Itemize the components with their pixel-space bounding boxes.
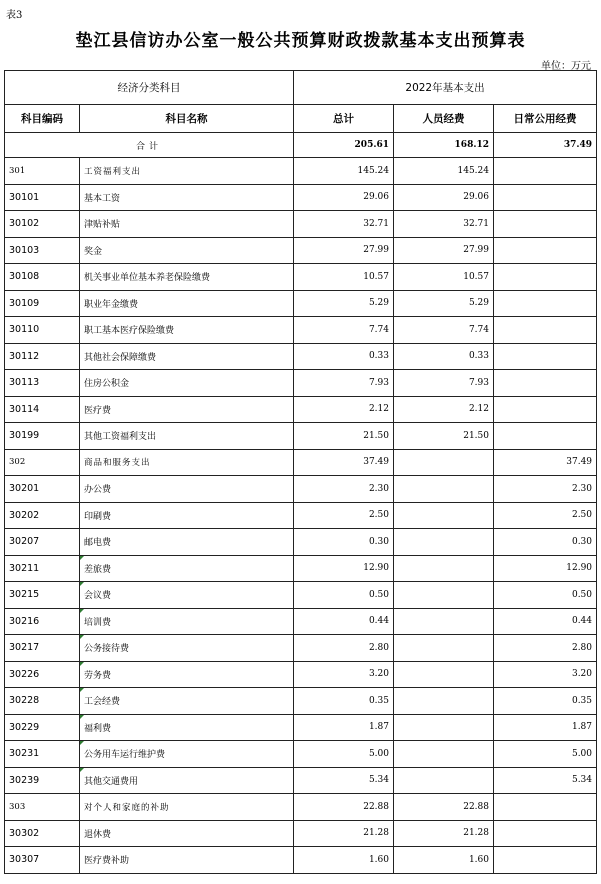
cell-total: 27.99 — [294, 237, 394, 264]
table-row — [5, 423, 597, 450]
cell-code: 30302 — [5, 820, 80, 847]
cell-public — [494, 820, 597, 847]
cell-total: 21.28 — [294, 820, 394, 847]
cell-total: 5.00 — [294, 741, 394, 768]
cell-code: 302 — [5, 449, 80, 476]
cell-total: 0.35 — [294, 688, 394, 715]
table-row — [5, 211, 597, 238]
cell-public — [494, 211, 597, 238]
table-label: 表3 — [6, 10, 23, 21]
cell-public: 0.35 — [494, 688, 597, 715]
cell-code: 30226 — [5, 661, 80, 688]
cell-public: 2.30 — [494, 476, 597, 503]
cell-public — [494, 794, 597, 821]
cell-personnel — [394, 582, 494, 609]
cell-name: 公务接待费 — [80, 635, 294, 662]
cell-code: 30112 — [5, 343, 80, 370]
table-row — [5, 635, 597, 662]
cell-total: 5.34 — [294, 767, 394, 794]
cell-personnel — [394, 741, 494, 768]
cell-code: 30109 — [5, 290, 80, 317]
cell-name: 工会经费 — [80, 688, 294, 715]
table-row — [5, 794, 597, 821]
table-row — [5, 767, 597, 794]
cell-name: 住房公积金 — [80, 370, 294, 397]
cell-total: 2.30 — [294, 476, 394, 503]
table-row — [5, 608, 597, 635]
table-row — [5, 820, 597, 847]
cell-name: 退休费 — [80, 820, 294, 847]
cell-public: 3.20 — [494, 661, 597, 688]
cell-total: 145.24 — [294, 158, 394, 185]
cell-public: 5.34 — [494, 767, 597, 794]
cell-name: 对个人和家庭的补助 — [80, 794, 294, 821]
cell-total: 32.71 — [294, 211, 394, 238]
table-row — [5, 502, 597, 529]
header-total: 总计 — [294, 105, 394, 133]
cell-code: 30239 — [5, 767, 80, 794]
cell-name: 邮电费 — [80, 529, 294, 556]
cell-total: 10.57 — [294, 264, 394, 291]
cell-name: 其他社会保障缴费 — [80, 343, 294, 370]
cell-code: 303 — [5, 794, 80, 821]
cell-personnel — [394, 529, 494, 556]
cell-name: 基本工资 — [80, 184, 294, 211]
cell-public — [494, 343, 597, 370]
cell-total: 3.20 — [294, 661, 394, 688]
cell-public: 0.50 — [494, 582, 597, 609]
cell-total: 7.74 — [294, 317, 394, 344]
cell-name: 劳务费 — [80, 661, 294, 688]
total-sum: 205.61 — [294, 133, 394, 158]
cell-code: 30103 — [5, 237, 80, 264]
cell-total: 21.50 — [294, 423, 394, 450]
page-title: 垫江县信访办公室一般公共预算财政拨款基本支出预算表 — [75, 31, 526, 51]
cell-personnel — [394, 608, 494, 635]
cell-name: 工资福利支出 — [80, 158, 294, 185]
cell-personnel: 7.74 — [394, 317, 494, 344]
cell-name: 印刷费 — [80, 502, 294, 529]
cell-public — [494, 317, 597, 344]
header-basic-expenditure: 2022年基本支出 — [294, 71, 597, 105]
cell-total: 0.50 — [294, 582, 394, 609]
cell-name: 职业年金缴费 — [80, 290, 294, 317]
cell-code: 30207 — [5, 529, 80, 556]
cell-personnel: 7.93 — [394, 370, 494, 397]
cell-public — [494, 423, 597, 450]
cell-personnel: 5.29 — [394, 290, 494, 317]
table-row — [5, 237, 597, 264]
cell-total: 2.80 — [294, 635, 394, 662]
header-public: 日常公用经费 — [494, 105, 597, 133]
table-row — [5, 476, 597, 503]
cell-public: 0.44 — [494, 608, 597, 635]
total-public: 37.49 — [494, 133, 597, 158]
cell-public: 2.80 — [494, 635, 597, 662]
total-label: 合计 — [5, 133, 294, 158]
cell-name: 培训费 — [80, 608, 294, 635]
cell-name: 办公费 — [80, 476, 294, 503]
table-row — [5, 184, 597, 211]
table-row — [5, 370, 597, 397]
total-row — [5, 133, 597, 158]
cell-code: 30101 — [5, 184, 80, 211]
cell-code: 30110 — [5, 317, 80, 344]
cell-public: 12.90 — [494, 555, 597, 582]
cell-code: 30114 — [5, 396, 80, 423]
cell-code: 30202 — [5, 502, 80, 529]
cell-personnel: 21.28 — [394, 820, 494, 847]
cell-personnel: 22.88 — [394, 794, 494, 821]
cell-public — [494, 264, 597, 291]
table-row — [5, 714, 597, 741]
table-row — [5, 317, 597, 344]
cell-code: 30201 — [5, 476, 80, 503]
cell-public — [494, 396, 597, 423]
cell-name: 医疗费补助 — [80, 847, 294, 874]
cell-total: 1.60 — [294, 847, 394, 874]
cell-total: 2.50 — [294, 502, 394, 529]
cell-public: 37.49 — [494, 449, 597, 476]
table-row — [5, 741, 597, 768]
cell-public — [494, 290, 597, 317]
cell-personnel: 27.99 — [394, 237, 494, 264]
cell-personnel — [394, 476, 494, 503]
total-personnel: 168.12 — [394, 133, 494, 158]
table-row — [5, 688, 597, 715]
budget-table — [4, 70, 597, 874]
cell-personnel: 2.12 — [394, 396, 494, 423]
cell-personnel: 32.71 — [394, 211, 494, 238]
table-row — [5, 264, 597, 291]
unit-label: 单位：万元 — [541, 61, 591, 72]
cell-code: 30215 — [5, 582, 80, 609]
cell-personnel — [394, 767, 494, 794]
cell-total: 5.29 — [294, 290, 394, 317]
cell-total: 37.49 — [294, 449, 394, 476]
cell-personnel — [394, 449, 494, 476]
cell-name: 会议费 — [80, 582, 294, 609]
cell-public — [494, 370, 597, 397]
cell-code: 30211 — [5, 555, 80, 582]
cell-name: 差旅费 — [80, 555, 294, 582]
header-code: 科目编码 — [5, 105, 80, 133]
table-row — [5, 158, 597, 185]
cell-name: 公务用车运行维护费 — [80, 741, 294, 768]
table-row — [5, 555, 597, 582]
cell-personnel: 21.50 — [394, 423, 494, 450]
table-row — [5, 847, 597, 874]
cell-total: 0.30 — [294, 529, 394, 556]
cell-name: 职工基本医疗保险缴费 — [80, 317, 294, 344]
cell-public — [494, 184, 597, 211]
cell-name: 商品和服务支出 — [80, 449, 294, 476]
cell-code: 30102 — [5, 211, 80, 238]
cell-code: 30108 — [5, 264, 80, 291]
cell-public — [494, 847, 597, 874]
cell-name: 其他交通费用 — [80, 767, 294, 794]
cell-personnel — [394, 555, 494, 582]
cell-public: 1.87 — [494, 714, 597, 741]
cell-code: 30113 — [5, 370, 80, 397]
cell-name: 奖金 — [80, 237, 294, 264]
cell-total: 0.33 — [294, 343, 394, 370]
table-row — [5, 529, 597, 556]
cell-personnel — [394, 635, 494, 662]
cell-code: 30229 — [5, 714, 80, 741]
cell-total: 2.12 — [294, 396, 394, 423]
cell-total: 7.93 — [294, 370, 394, 397]
cell-personnel — [394, 714, 494, 741]
cell-code: 30199 — [5, 423, 80, 450]
table-row — [5, 396, 597, 423]
cell-personnel: 29.06 — [394, 184, 494, 211]
cell-total: 12.90 — [294, 555, 394, 582]
table-row — [5, 290, 597, 317]
cell-personnel: 145.24 — [394, 158, 494, 185]
cell-code: 30307 — [5, 847, 80, 874]
cell-public: 2.50 — [494, 502, 597, 529]
table-row — [5, 661, 597, 688]
cell-name: 福利费 — [80, 714, 294, 741]
cell-code: 30217 — [5, 635, 80, 662]
cell-personnel: 10.57 — [394, 264, 494, 291]
cell-public: 5.00 — [494, 741, 597, 768]
cell-personnel: 0.33 — [394, 343, 494, 370]
header-name: 科目名称 — [80, 105, 294, 133]
cell-code: 301 — [5, 158, 80, 185]
cell-total: 0.44 — [294, 608, 394, 635]
cell-public: 0.30 — [494, 529, 597, 556]
cell-personnel — [394, 688, 494, 715]
cell-total: 22.88 — [294, 794, 394, 821]
table-row — [5, 582, 597, 609]
cell-code: 30228 — [5, 688, 80, 715]
cell-public — [494, 237, 597, 264]
cell-total: 29.06 — [294, 184, 394, 211]
cell-code: 30216 — [5, 608, 80, 635]
cell-name: 机关事业单位基本养老保险缴费 — [80, 264, 294, 291]
header-economic-category: 经济分类科目 — [5, 71, 294, 105]
table-row — [5, 449, 597, 476]
cell-code: 30231 — [5, 741, 80, 768]
header-personnel: 人员经费 — [394, 105, 494, 133]
cell-personnel: 1.60 — [394, 847, 494, 874]
table-row — [5, 343, 597, 370]
cell-personnel — [394, 661, 494, 688]
cell-total: 1.87 — [294, 714, 394, 741]
cell-name: 医疗费 — [80, 396, 294, 423]
cell-name: 津贴补贴 — [80, 211, 294, 238]
cell-personnel — [394, 502, 494, 529]
cell-public — [494, 158, 597, 185]
cell-name: 其他工资福利支出 — [80, 423, 294, 450]
